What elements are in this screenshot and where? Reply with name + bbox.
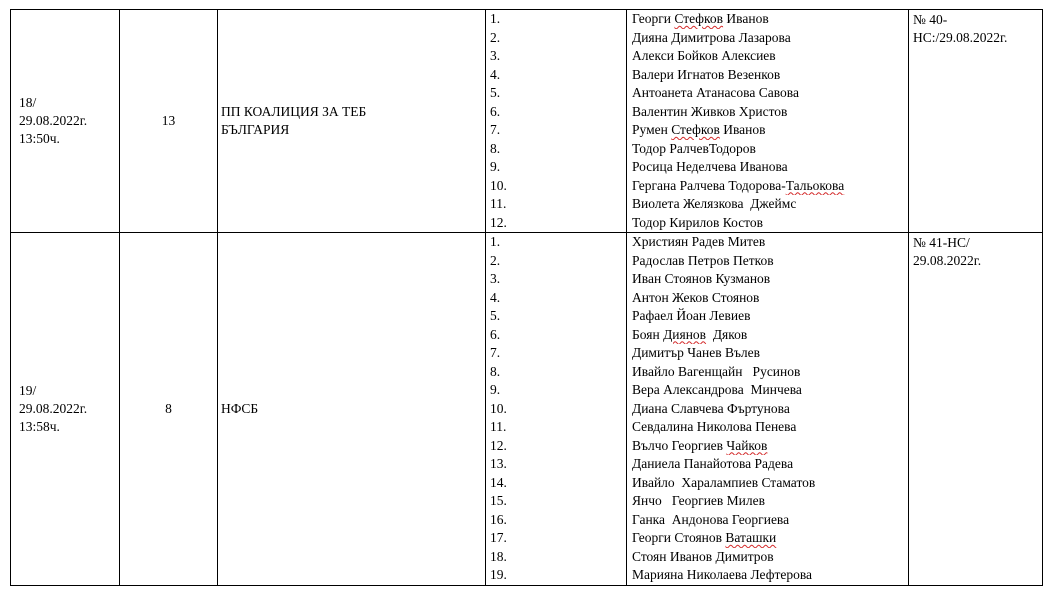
candidate-number: 12. [490,437,507,453]
candidate-name: Росица Неделчева Иванова [632,159,788,174]
candidate-name: Дияна Димитрова Лазарова [632,29,791,45]
candidate-number: 8. [490,140,501,156]
candidate-name: Рафаел Йоан Левиев [632,308,751,323]
entry-date: 29.08.2022г. [19,400,88,416]
decision-number: № 40- [913,12,948,27]
candidate-number: 3. [490,48,501,63]
candidate-name: Даниела Панайотова Радева [632,456,794,471]
candidate-names-cell [627,233,909,586]
candidate-name: Янчо Георгиев Милев [632,493,765,508]
entry-date: 29.08.2022г. [19,113,88,128]
candidate-name: Вълчо Георгиев Чайков [632,437,768,453]
candidate-number: 1. [490,11,501,26]
candidate-count-cell [120,10,218,233]
candidate-count: 8 [165,400,172,416]
candidate-name: Валери Игнатов Везенков [632,66,781,82]
party-name-line: БЪЛГАРИЯ [221,122,290,137]
candidate-number: 9. [490,382,501,397]
candidate-numbers-cell [486,10,627,233]
candidate-name: Стоян Иванов Димитров [632,548,774,564]
candidate-name: Георги Стефков Иванов [632,11,769,26]
candidate-name-list [627,233,908,585]
candidate-names-cell [627,10,909,233]
party-name-line: НФСБ [221,400,259,416]
entry-time: 13:50ч. [19,131,60,146]
candidate-name: Иван Стоянов Кузманов [632,271,771,286]
candidate-name: Тодор РалчевТодоров [632,140,756,156]
candidate-name: Антоанета Атанасова Савова [632,85,799,100]
candidate-numbers-cell [486,233,627,586]
candidate-name: Алекси Бойков Алексиев [632,48,776,63]
decision-cell [909,233,1043,586]
candidate-number: 12. [490,214,507,230]
candidate-number: 6. [490,326,501,342]
candidate-number: 2. [490,29,501,45]
registration-date-cell [11,233,120,586]
candidate-name: Ганка Андонова Георгиева [632,511,790,527]
candidate-number: 18. [490,548,507,564]
candidate-number: 19. [490,567,507,582]
candidate-number: 11. [490,419,507,434]
candidate-count: 13 [161,113,176,128]
candidate-name-list [627,10,908,232]
registration-date-cell [11,10,120,233]
candidate-number: 10. [490,400,507,416]
candidate-name: Тодор Кирилов Костов [632,214,764,230]
candidate-number: 14. [490,474,507,490]
candidate-number: 13. [490,456,507,471]
candidate-number: 9. [490,159,501,174]
candidate-name: Марияна Николаева Лефтерова [632,567,813,582]
party-name-line: ПП КОАЛИЦИЯ ЗА ТЕБ [221,104,367,119]
candidate-name: Гергана Ралчева Тодорова-Тальокова [632,177,845,193]
candidate-number: 4. [490,289,501,305]
candidate-number: 4. [490,66,501,82]
candidate-name: Ивайло Харалампиев Стаматов [632,474,816,490]
table-row [11,233,1043,586]
candidate-number: 6. [490,103,501,119]
candidate-name: Георги Стоянов Ваташки [632,530,777,545]
candidate-number: 8. [490,363,501,379]
table-row [11,10,1043,233]
candidate-name: Вера Александрова Минчева [632,382,802,397]
candidate-name: Севдалина Николова Пенева [632,419,797,434]
entry-time: 13:58ч. [19,418,60,434]
decision-cell [909,10,1043,233]
candidate-name: Ивайло Вагенщайн Русинов [632,363,801,379]
candidate-name: Боян Диянов Дяков [632,326,748,342]
candidate-number: 10. [490,177,507,193]
decision-date: НС:/29.08.2022г. [913,30,1008,45]
candidate-number: 11. [490,196,507,211]
candidate-name: Антон Жеков Стоянов [632,289,760,305]
candidate-number: 7. [490,122,501,137]
candidate-name: Димитър Чанев Вълев [632,345,761,360]
candidate-number: 1. [490,234,501,249]
candidate-name: Румен Стефков Иванов [632,122,766,137]
candidate-number-list [486,10,626,232]
candidate-number: 17. [490,530,507,545]
candidate-name: Валентин Живков Христов [632,103,788,119]
candidate-number: 3. [490,271,501,286]
party-name-cell [218,10,486,233]
entry-number: 19/ [19,382,37,398]
registration-table [10,9,1043,586]
entry-number: 18/ [19,95,37,110]
candidate-name: Диана Славчева Фъртунова [632,400,790,416]
candidate-number: 5. [490,308,501,323]
candidate-number: 7. [490,345,501,360]
candidate-number: 15. [490,493,507,508]
candidate-name: Християн Радев Митев [632,234,766,249]
candidate-number: 5. [490,85,501,100]
candidate-name: Радослав Петров Петков [632,252,774,268]
candidate-number: 16. [490,511,507,527]
candidate-number-list [486,233,626,585]
candidate-count-cell [120,233,218,586]
candidate-number: 2. [490,252,501,268]
decision-number: № 41-НС/ [913,235,970,250]
candidate-name: Виолета Желязкова Джеймс [632,196,797,211]
decision-date: 29.08.2022г. [913,253,982,268]
party-name-cell [218,233,486,586]
